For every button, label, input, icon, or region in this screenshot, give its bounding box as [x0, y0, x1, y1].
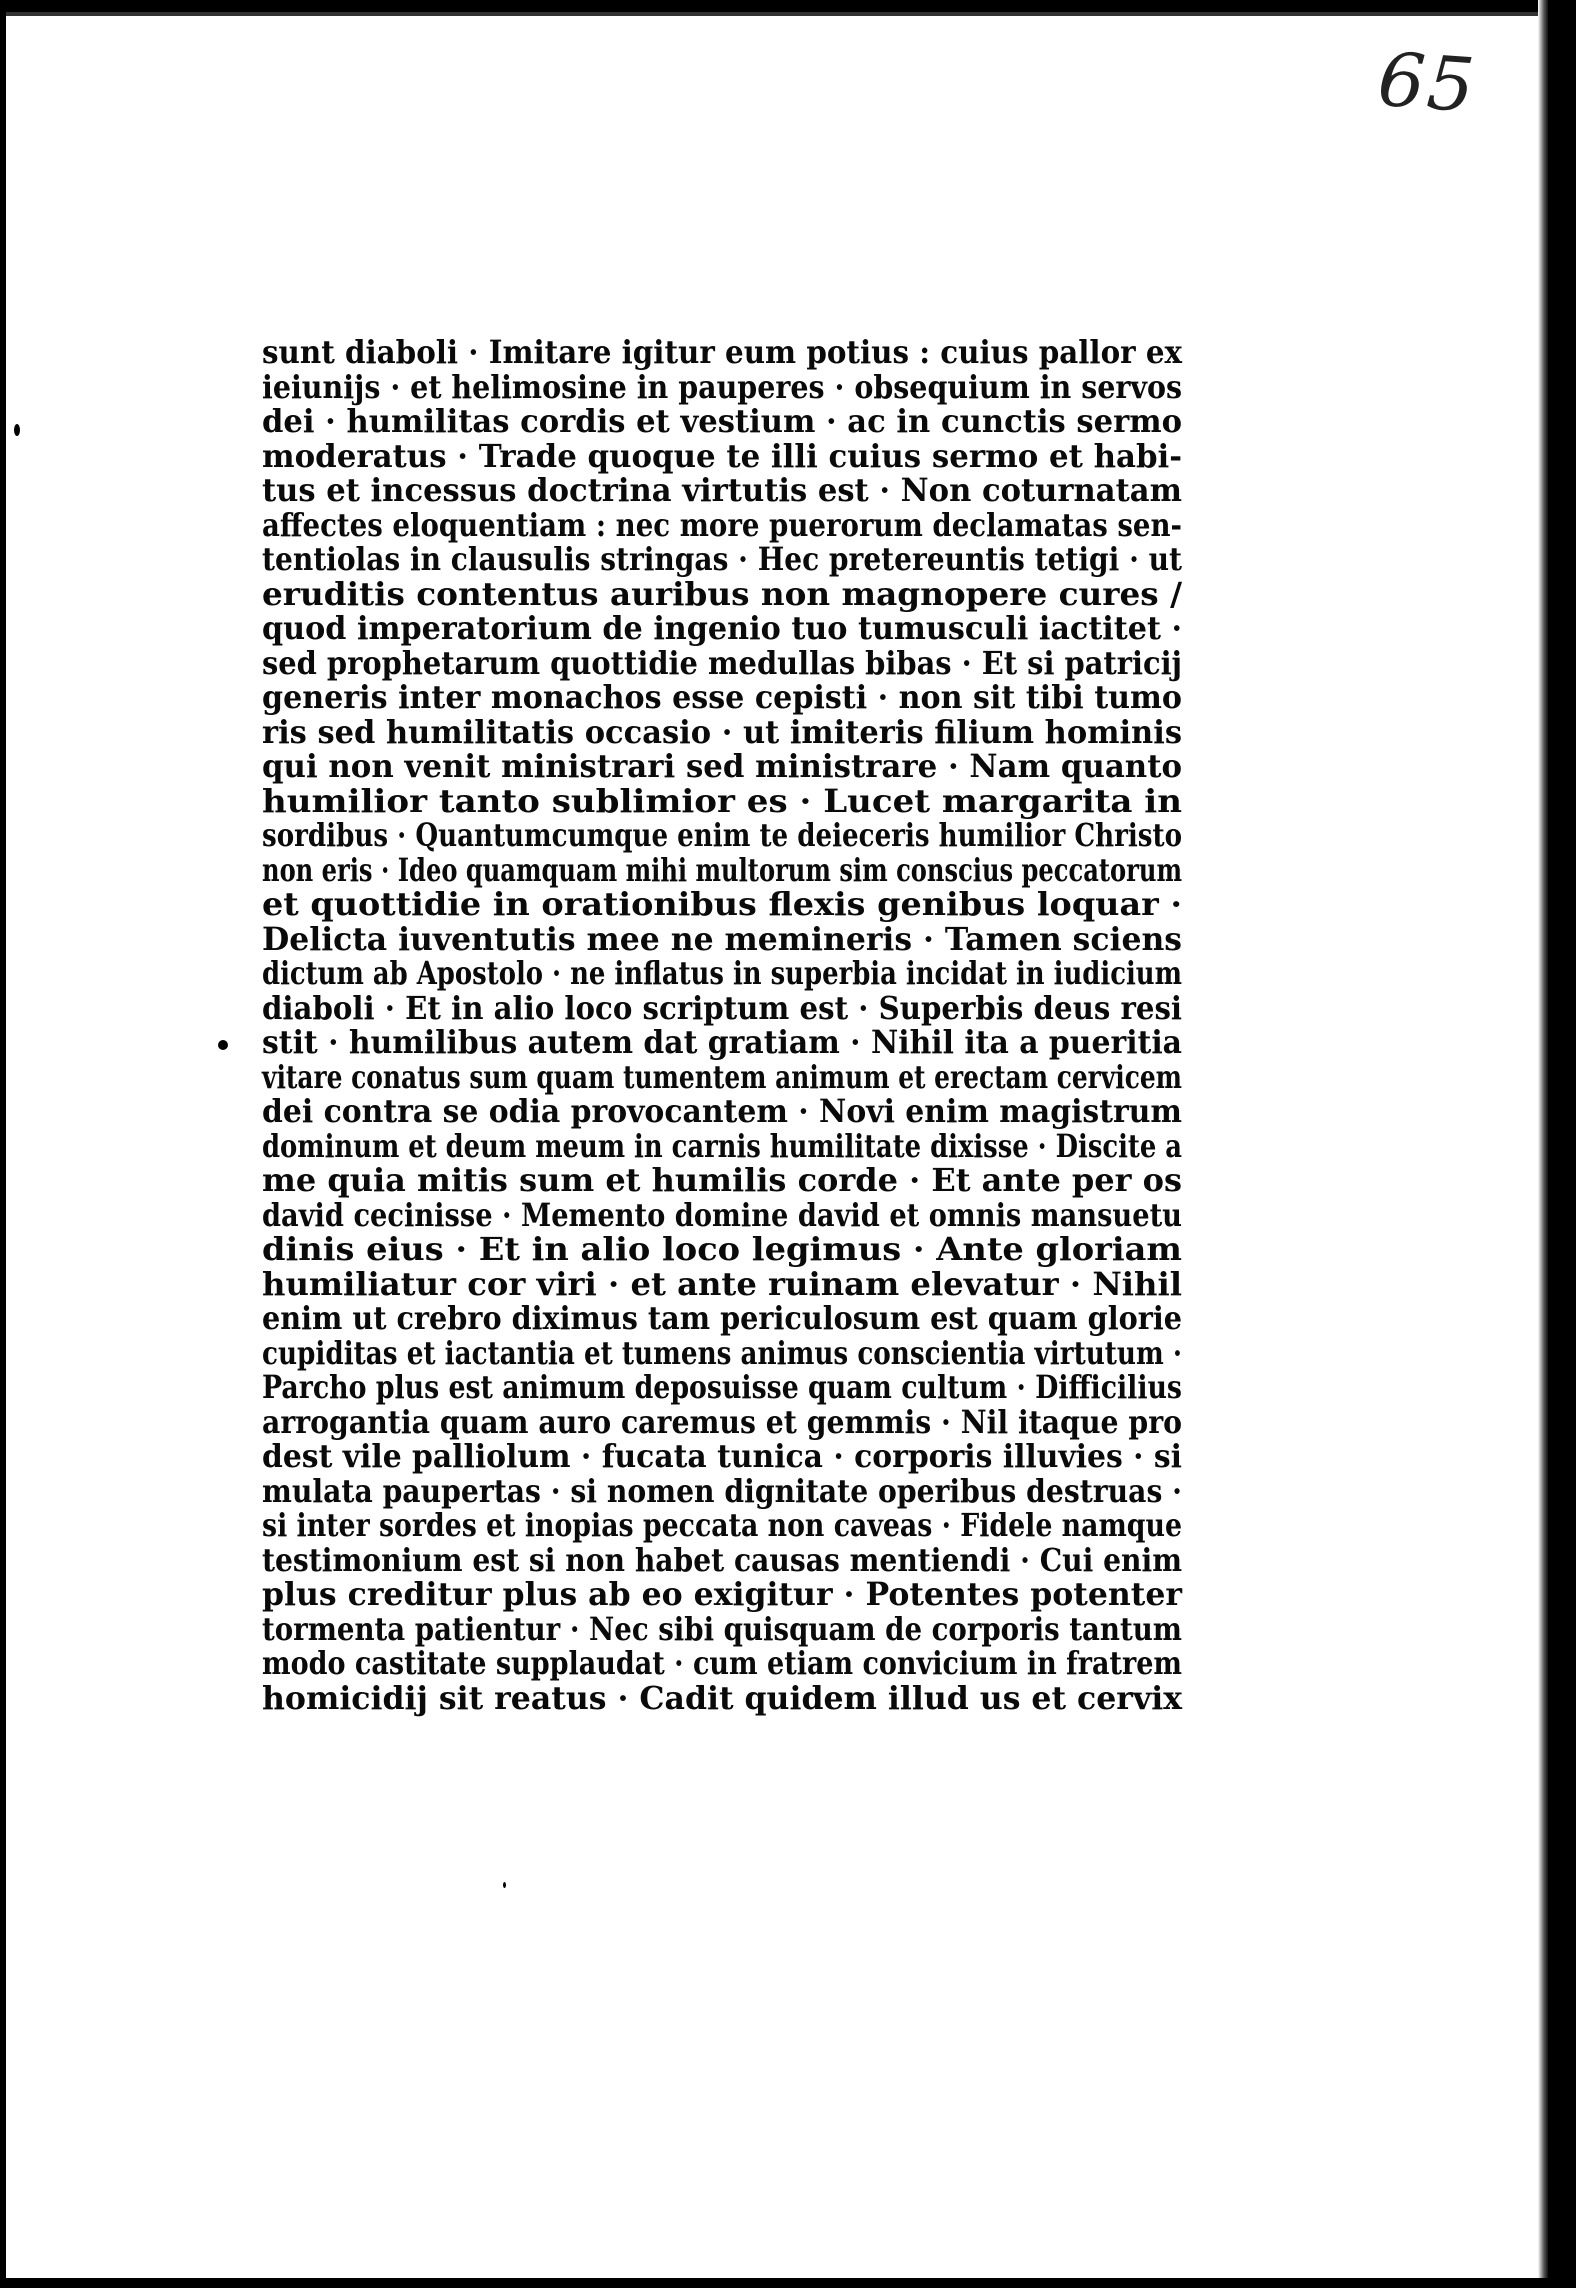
text-line: tus et incessus doctrina virtutis est · Non coturnatam — [262, 471, 1182, 509]
scan-border-bottom — [0, 2278, 1576, 2288]
text-line: moderatus · Trade quoque te illi cuius sermo et habi- — [262, 436, 1182, 475]
text-line: stit · humilibus autem dat gratiam · Nihil ita a pueritia — [262, 1023, 1182, 1061]
scan-border-left — [0, 0, 6, 2288]
ink-speck — [218, 1040, 228, 1050]
text-line: humilior tanto sublimior es · Lucet margarita in — [262, 781, 1182, 820]
text-line: Delicta iuventutis mee ne memineris · Tamen sciens — [262, 919, 1182, 958]
scan-border-top-shadow — [0, 12, 1576, 16]
text-line: dei · humilitas cordis et vestium · ac in cunctis sermo — [262, 402, 1182, 440]
text-line: dictum ab Apostolo · ne inflatus in superbia incidat in iudicium — [262, 954, 1182, 992]
text-line: generis inter monachos esse cepisti · non sit tibi tumo — [262, 678, 1182, 716]
text-line: plus creditur plus ab eo exigitur · Potentes potenter — [262, 1575, 1182, 1613]
text-line: cupiditas et iactantia et tumens animus conscientia virtutum · — [262, 1333, 1182, 1372]
text-line: testimonium est si non habet causas mentiendi · Cui enim — [262, 1540, 1182, 1579]
ink-speck — [14, 424, 20, 436]
text-line: mulata paupertas · si nomen dignitate operibus destruas · — [262, 1471, 1182, 1510]
text-line: Parcho plus est animum deposuisse quam cultum · Difficilius — [262, 1368, 1182, 1406]
scan-border-right — [1548, 0, 1576, 2288]
text-line: non eris · Ideo quamquam mihi multorum sim conscius peccatorum — [262, 850, 1182, 889]
ink-speck — [503, 1882, 506, 1888]
text-line: me quia mitis sum et humilis corde · Et ante per os — [262, 1161, 1182, 1199]
text-line: ris sed humilitatis occasio · ut imiteris filium hominis — [262, 712, 1182, 751]
text-line: modo castitate supplaudat · cum etiam convicium in fratrem — [262, 1644, 1182, 1682]
scan-border-top — [0, 0, 1576, 12]
manuscript-text-block — [262, 335, 1192, 1715]
text-line: homicidij sit reatus · Cadit quidem illud us et cervix — [262, 1678, 1182, 1717]
text-line: dei contra se odia provocantem · Novi enim magistrum — [262, 1092, 1182, 1130]
text-line: si inter sordes et inopias peccata non caveas · Fidele namque — [262, 1506, 1182, 1544]
text-line: sordibus · Quantumcumque enim te deieceris humilior Christo — [262, 816, 1182, 854]
folio-number: 65 — [1375, 36, 1480, 130]
text-line: sunt diaboli · Imitare igitur eum potius : cuius pallor ex — [262, 333, 1182, 371]
text-line: ieiunijs · et helimosine in pauperes · obsequium in servos — [262, 367, 1182, 406]
text-line: diaboli · Et in alio loco scriptum est · Superbis deus resi — [262, 988, 1182, 1027]
text-line: arrogantia quam auro caremus et gemmis · Nil itaque pro — [262, 1402, 1182, 1441]
text-line: dest vile palliolum · fucata tunica · corporis illuvies · si — [262, 1437, 1182, 1475]
text-line: sed prophetarum quottidie medullas bibas · Et si patricij — [262, 643, 1182, 682]
text-line: dinis eius · Et in alio loco legimus · Ante gloriam — [262, 1230, 1182, 1268]
text-line: eruditis contentus auribus non magnopere cures / — [262, 574, 1182, 613]
text-line: dominum et deum meum in carnis humilitate dixisse · Discite a — [262, 1126, 1182, 1165]
text-line: quod imperatorium de ingenio tuo tumusculi iactitet · — [262, 609, 1182, 647]
text-line: tentiolas in clausulis stringas · Hec pretereuntis tetigi · ut — [262, 540, 1182, 578]
text-line: qui non venit ministrari sed ministrare · Nam quanto — [262, 747, 1182, 785]
text-line: vitare conatus sum quam tumentem animum et erectam cervicem — [262, 1057, 1182, 1096]
text-line: tormenta patientur · Nec sibi quisquam de corporis tantum — [262, 1609, 1182, 1648]
scan-border-right-shadow — [1538, 0, 1548, 2288]
text-line: et quottidie in orationibus flexis genibus loquar · — [262, 885, 1182, 923]
text-line: affectes eloquentiam : nec more puerorum declamatas sen- — [262, 505, 1182, 544]
text-line: david cecinisse · Memento domine david et omnis mansuetu — [262, 1195, 1182, 1234]
text-line: enim ut crebro diximus tam periculosum est quam glorie — [262, 1299, 1182, 1337]
text-line: humiliatur cor viri · et ante ruinam elevatur · Nihil — [262, 1264, 1182, 1303]
